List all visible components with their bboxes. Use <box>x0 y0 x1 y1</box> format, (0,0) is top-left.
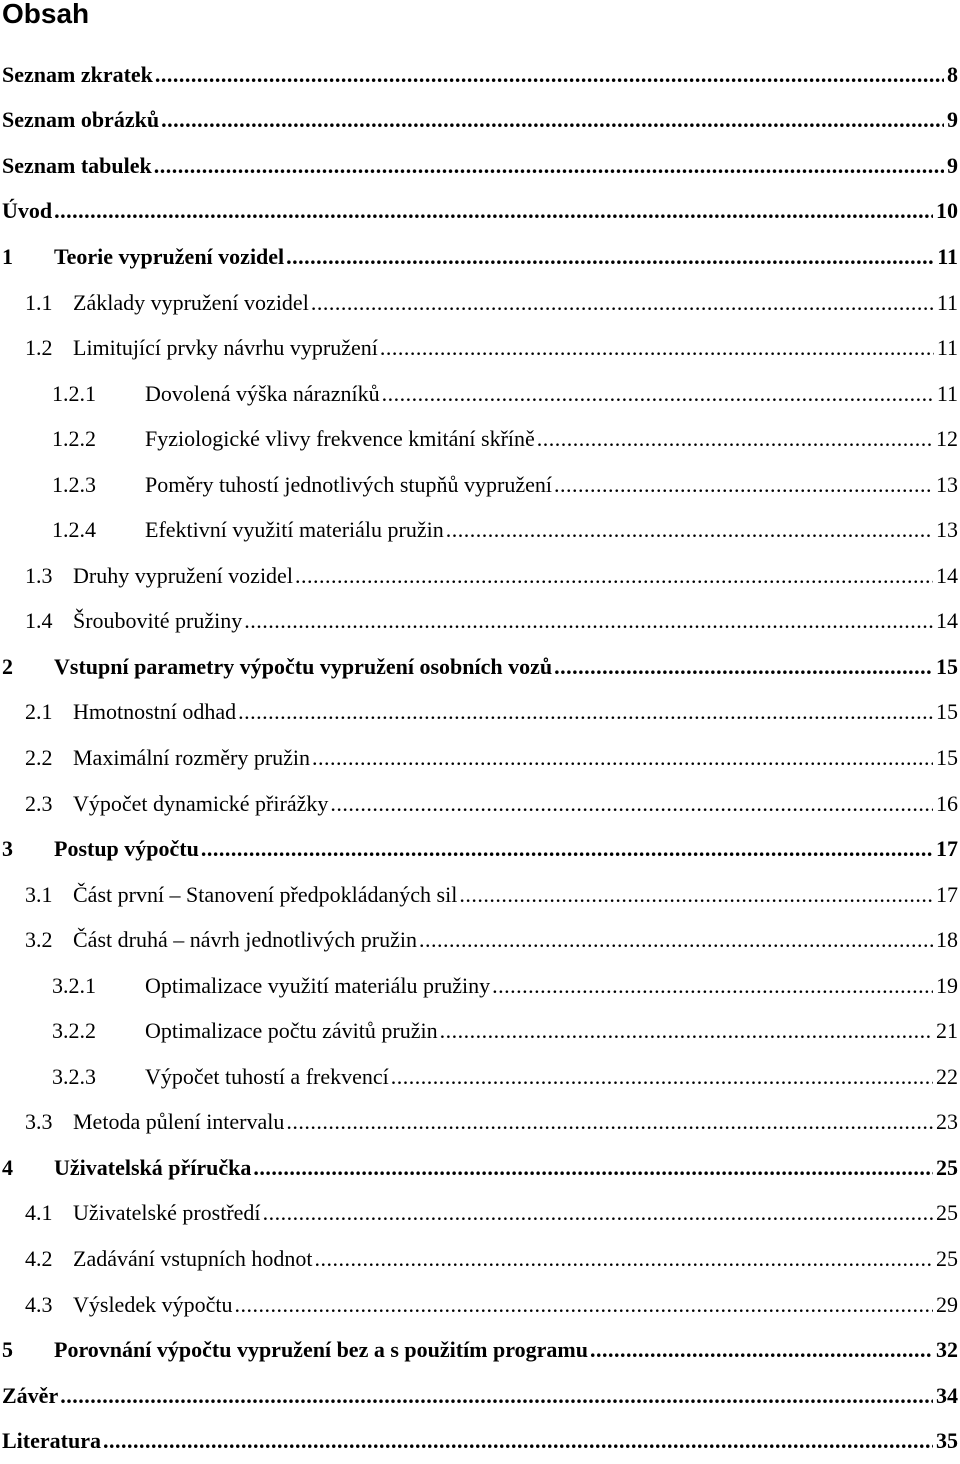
dot-leader <box>238 699 933 725</box>
toc-entry[interactable] <box>0 371 960 417</box>
toc-entry-title: Seznam obrázků <box>2 107 160 133</box>
dot-leader <box>253 1155 933 1181</box>
toc-entry-page-number: 25 <box>936 1245 958 1271</box>
toc-entry-page-number: 25 <box>936 1200 958 1226</box>
toc-entry-page-number: 29 <box>936 1291 958 1317</box>
toc-entry-title: Dovolená výška nárazníků <box>145 380 380 406</box>
toc-entry[interactable] <box>0 1191 960 1237</box>
toc-entry[interactable] <box>0 416 960 462</box>
toc-entry-page-number: 14 <box>936 608 958 634</box>
toc-entry-title: Část druhá – návrh jednotlivých pružin <box>73 927 417 953</box>
toc-entry[interactable] <box>0 917 960 963</box>
toc-entry-number: 4.3 <box>25 1291 53 1317</box>
dot-leader <box>295 563 933 589</box>
dot-leader <box>391 1064 933 1090</box>
dot-leader <box>312 745 933 771</box>
toc-entry-page-number: 13 <box>936 471 958 497</box>
toc-entry[interactable] <box>0 599 960 645</box>
toc-entry[interactable] <box>0 644 960 690</box>
toc-entry-page-number: 23 <box>936 1109 958 1135</box>
toc-entry[interactable] <box>0 280 960 326</box>
toc-entry[interactable] <box>0 1100 960 1146</box>
dot-leader <box>154 153 944 179</box>
toc-entry-title: Teorie vypružení vozidel <box>54 243 285 269</box>
toc-entry-title: Hmotnostní odhad <box>73 699 237 725</box>
dot-leader <box>311 290 934 316</box>
toc-entry-title: Šroubovité pružiny <box>73 608 243 634</box>
toc-entry[interactable] <box>0 690 960 736</box>
toc-entry-page-number: 9 <box>947 152 958 178</box>
toc-entry-number: 1.2.1 <box>52 380 96 406</box>
dot-leader <box>286 244 934 270</box>
toc-entry[interactable] <box>0 963 960 1009</box>
toc-entry-title: Uživatelské prostředí <box>73 1200 261 1226</box>
toc-entry-title: Část první – Stanovení předpokládaných sil <box>73 881 458 907</box>
toc-entry-page-number: 34 <box>936 1382 958 1408</box>
toc-entry-number: 3.1 <box>25 881 53 907</box>
dot-leader <box>380 335 934 361</box>
toc-entry-title: Výsledek výpočtu <box>73 1291 233 1317</box>
toc-entry-page-number: 11 <box>936 289 958 315</box>
toc-entry[interactable] <box>0 1054 960 1100</box>
dot-leader <box>54 198 933 224</box>
toc-entry-title: Efektivní využití materiálu pružin <box>145 517 444 543</box>
toc-entry-title: Závěr <box>2 1382 59 1408</box>
toc-entry-title: Limitující prvky návrhu vypružení <box>73 335 378 361</box>
toc-entry-page-number: 13 <box>936 517 958 543</box>
toc-entry-title: Seznam tabulek <box>2 152 152 178</box>
toc-entry[interactable] <box>0 553 960 599</box>
toc-entry[interactable] <box>0 143 960 189</box>
toc-entry-page-number: 14 <box>936 562 958 588</box>
toc-entry-number: 1.4 <box>25 608 53 634</box>
toc-entry-number: 2 <box>2 653 13 679</box>
toc-entry-number: 1.2.3 <box>52 471 96 497</box>
toc-entry-number: 3.2 <box>25 927 53 953</box>
toc-entry-page-number: 19 <box>936 972 958 998</box>
toc-entry-title: Zadávání vstupních hodnot <box>73 1245 313 1271</box>
toc-entry[interactable] <box>0 462 960 508</box>
dot-leader <box>554 654 933 680</box>
dot-leader <box>590 1337 933 1363</box>
toc-entry-number: 3.2.3 <box>52 1063 96 1089</box>
toc-entry-page-number: 11 <box>936 335 958 361</box>
toc-entry[interactable] <box>0 189 960 235</box>
toc-entry-number: 1.2 <box>25 335 53 361</box>
toc-entry-number: 2.1 <box>25 699 53 725</box>
toc-entry-number: 4.2 <box>25 1245 53 1271</box>
toc-entry[interactable] <box>0 1236 960 1282</box>
toc-entry[interactable] <box>0 98 960 144</box>
toc-entry[interactable] <box>0 1418 960 1464</box>
dot-leader <box>446 517 933 543</box>
toc-entry-page-number: 9 <box>947 107 958 133</box>
toc-entry-title: Vstupní parametry výpočtu vypružení osobních vozů <box>54 653 553 679</box>
toc-entry-number: 4.1 <box>25 1200 53 1226</box>
toc-entry-page-number: 11 <box>937 243 958 269</box>
toc-entry-page-number: 21 <box>936 1018 958 1044</box>
dot-leader <box>201 836 933 862</box>
toc-entry[interactable] <box>0 781 960 827</box>
dot-leader <box>60 1383 933 1409</box>
toc-entry[interactable] <box>0 234 960 280</box>
toc-entry[interactable] <box>0 1008 960 1054</box>
dot-leader <box>234 1292 933 1318</box>
toc-entry-number: 1.2.2 <box>52 426 96 452</box>
toc-entry-title: Výpočet tuhostí a frekvencí <box>145 1063 389 1089</box>
dot-leader <box>382 381 934 407</box>
dot-leader <box>440 1018 933 1044</box>
toc-entry-number: 3.2.2 <box>52 1018 96 1044</box>
toc-entry[interactable] <box>0 52 960 98</box>
toc-entry-number: 1.1 <box>25 289 53 315</box>
toc-entry-number: 3 <box>2 836 13 862</box>
toc-entry-title: Optimalizace počtu závitů pružin <box>145 1018 438 1044</box>
dot-leader <box>315 1246 933 1272</box>
toc-entry[interactable] <box>0 1145 960 1191</box>
toc-entry[interactable] <box>0 1373 960 1419</box>
toc-entry-title: Druhy vypružení vozidel <box>73 562 293 588</box>
dot-leader <box>554 472 933 498</box>
toc-entry-page-number: 25 <box>936 1154 958 1180</box>
toc-entry-title: Poměry tuhostí jednotlivých stupňů vypružení <box>145 471 552 497</box>
table-of-contents <box>0 52 960 1464</box>
toc-entry-page-number: 12 <box>936 426 958 452</box>
toc-entry-number: 5 <box>2 1337 13 1363</box>
toc-entry[interactable] <box>0 507 960 553</box>
toc-entry-page-number: 15 <box>936 653 958 679</box>
toc-entry-number: 2.3 <box>25 790 53 816</box>
toc-entry-page-number: 10 <box>936 198 958 224</box>
toc-entry[interactable] <box>0 826 960 872</box>
dot-leader <box>330 791 933 817</box>
toc-entry-page-number: 15 <box>936 699 958 725</box>
toc-entry-page-number: 18 <box>936 927 958 953</box>
toc-entry[interactable] <box>0 1282 960 1328</box>
toc-entry-title: Základy vypružení vozidel <box>73 289 309 315</box>
toc-entry-number: 3.3 <box>25 1109 53 1135</box>
toc-entry[interactable] <box>0 1327 960 1373</box>
toc-entry-number: 1.3 <box>25 562 53 588</box>
toc-entry-number: 2.2 <box>25 744 53 770</box>
page-title: Obsah <box>2 0 90 29</box>
toc-entry-title: Maximální rozměry pružin <box>73 744 311 770</box>
toc-entry-title: Fyziologické vlivy frekvence kmitání skříně <box>145 426 535 452</box>
dot-leader <box>537 426 933 452</box>
dot-leader <box>244 608 933 634</box>
dot-leader <box>161 107 944 133</box>
toc-entry[interactable] <box>0 872 960 918</box>
toc-entry-number: 1.2.4 <box>52 517 96 543</box>
toc-entry-page-number: 32 <box>936 1337 958 1363</box>
toc-entry-title: Porovnání výpočtu vypružení bez a s použitím programu <box>54 1337 588 1363</box>
dot-leader <box>419 927 933 953</box>
toc-entry-title: Výpočet dynamické přirážky <box>73 790 329 816</box>
toc-entry-title: Postup výpočtu <box>54 836 199 862</box>
toc-entry-number: 1 <box>2 243 13 269</box>
toc-entry-number: 3.2.1 <box>52 972 96 998</box>
toc-entry-page-number: 35 <box>936 1428 958 1454</box>
toc-entry-page-number: 17 <box>936 836 958 862</box>
toc-entry-page-number: 17 <box>936 881 958 907</box>
toc-entry[interactable] <box>0 735 960 781</box>
toc-entry-page-number: 22 <box>936 1063 958 1089</box>
toc-entry-page-number: 16 <box>936 790 958 816</box>
toc-entry[interactable] <box>0 325 960 371</box>
dot-leader <box>155 62 944 88</box>
toc-entry-title: Seznam zkratek <box>2 61 153 87</box>
dot-leader <box>103 1428 933 1454</box>
toc-entry-title: Optimalizace využití materiálu pružiny <box>145 972 491 998</box>
toc-entry-page-number: 15 <box>936 744 958 770</box>
dot-leader <box>492 973 933 999</box>
toc-entry-number: 4 <box>2 1154 13 1180</box>
toc-entry-title: Literatura <box>2 1428 101 1454</box>
dot-leader <box>459 882 933 908</box>
toc-entry-title: Metoda půlení intervalu <box>73 1109 285 1135</box>
toc-entry-page-number: 11 <box>936 380 958 406</box>
dot-leader <box>286 1109 933 1135</box>
toc-entry-page-number: 8 <box>947 61 958 87</box>
dot-leader <box>263 1200 933 1226</box>
toc-entry-title: Uživatelská příručka <box>54 1154 252 1180</box>
toc-entry-title: Úvod <box>2 198 53 224</box>
